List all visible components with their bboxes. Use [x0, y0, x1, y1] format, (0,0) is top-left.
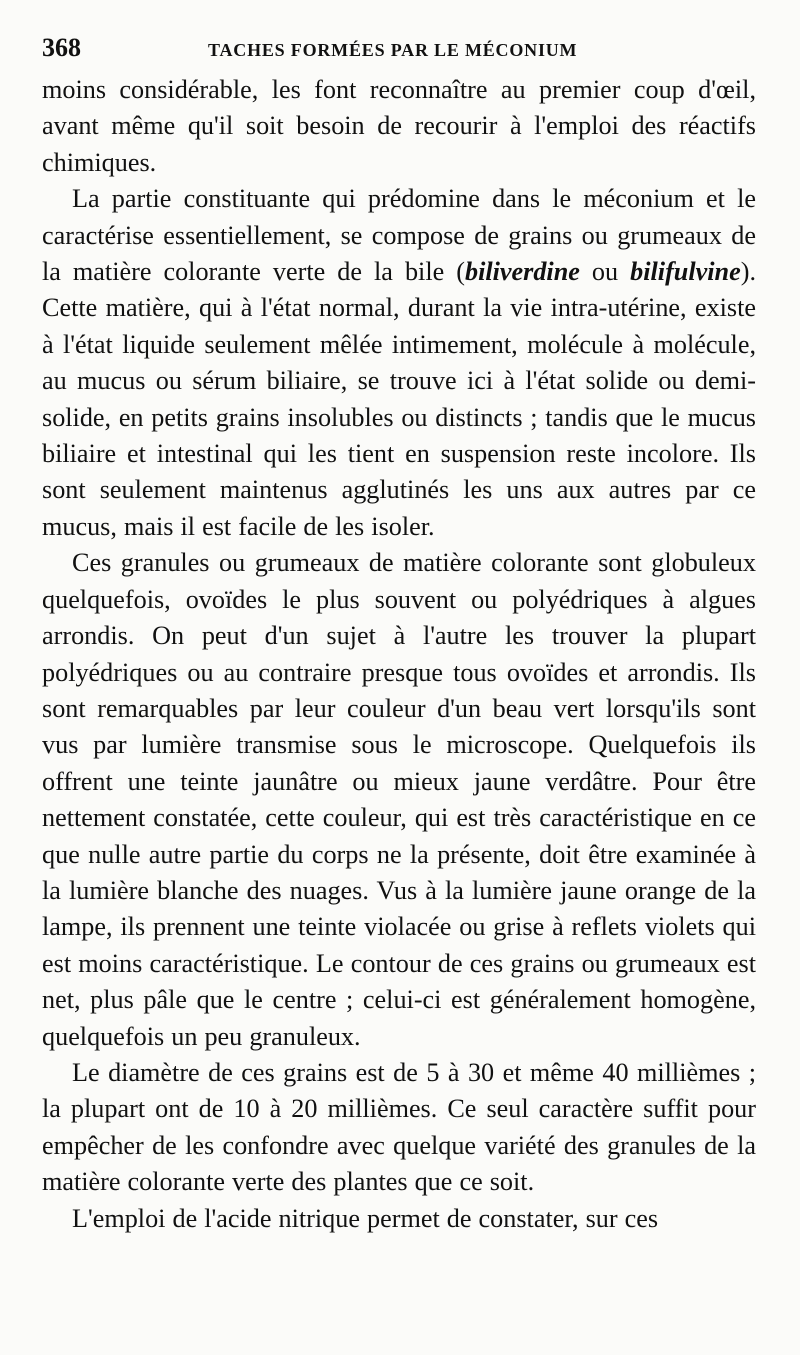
- paragraph-text: ou: [579, 257, 631, 287]
- paragraph: Le diamètre de ces grains est de 5 à 30 et même 40 millièmes ; la plupart ont de 10 à 20 millièmes. Ce seul caractère suffit pour empêcher de les confondre avec quelque variété des granules de la matière colorante verte des plantes que ce soit.: [42, 1057, 756, 1197]
- paragraph-text: ). Cette matière, qui à l'état normal, durant la vie intra-utérine, existe à l'état liquide seulement mêlée intimement, molécule à molécule, au mucus ou sérum biliaire, se trouve ici à l'état solide ou demi-solide, en petits grains insolubles ou distincts ; tandis que le mucus biliaire et intestinal qui les tient en suspension reste incolore. Ils sont seulement maintenus agglutinés les uns aux autres par ce mucus, mais il est facile de les isoler.: [42, 257, 757, 541]
- paragraph: moins considérable, les font reconnaître au premier coup d'œil, avant même qu'il soit besoin de recourir à l'emploi des réactifs chimiques.: [42, 75, 756, 177]
- running-title: TACHES FORMÉES PAR LE MÉCONIUM: [208, 40, 578, 60]
- paragraph: [42, 181, 756, 545]
- running-head: [42, 30, 756, 66]
- italic-term: biliverdine: [464, 257, 580, 287]
- page-number: 368: [42, 33, 81, 62]
- paragraph: Ces granules ou grumeaux de matière colorante sont globuleux quelquefois, ovoïdes le plus souvent ou polyédriques à algues arrondis. On peut d'un sujet à l'autre les trouver la plupart polyédriques ou au contraire presque tous ovoïdes et arrondis. Ils sont remarquables par leur couleur d'un beau vert lorsqu'ils sont vus par lumière transmise sous le microscope. Quelquefois ils offrent une teinte jaunâtre ou mieux jaune verdâtre. Pour être nettement constatée, cette couleur, qui est très caractéristique en ce que nulle autre partie du corps ne la présente, doit être examinée à la lumière blanche des nuages. Vus à la lumière jaune orange de la lampe, ils prennent une teinte violacée ou grise à reflets violets qui est moins caractéristique. Le contour de ces grains ou grumeaux est net, plus pâle que le centre ; celui-ci est généralement homogène, quelquefois un peu granuleux.: [42, 548, 756, 1051]
- paragraph: L'emploi de l'acide nitrique permet de constater, sur ces: [72, 1203, 659, 1233]
- italic-term: bilifulvine: [630, 257, 741, 287]
- paragraph-text: La partie constituante qui prédomine dans le méconium et le caractérise essentiellement, se compose de grains ou grumeaux de la matière colorante verte de la bile (: [42, 184, 756, 287]
- body-text: [42, 72, 756, 1237]
